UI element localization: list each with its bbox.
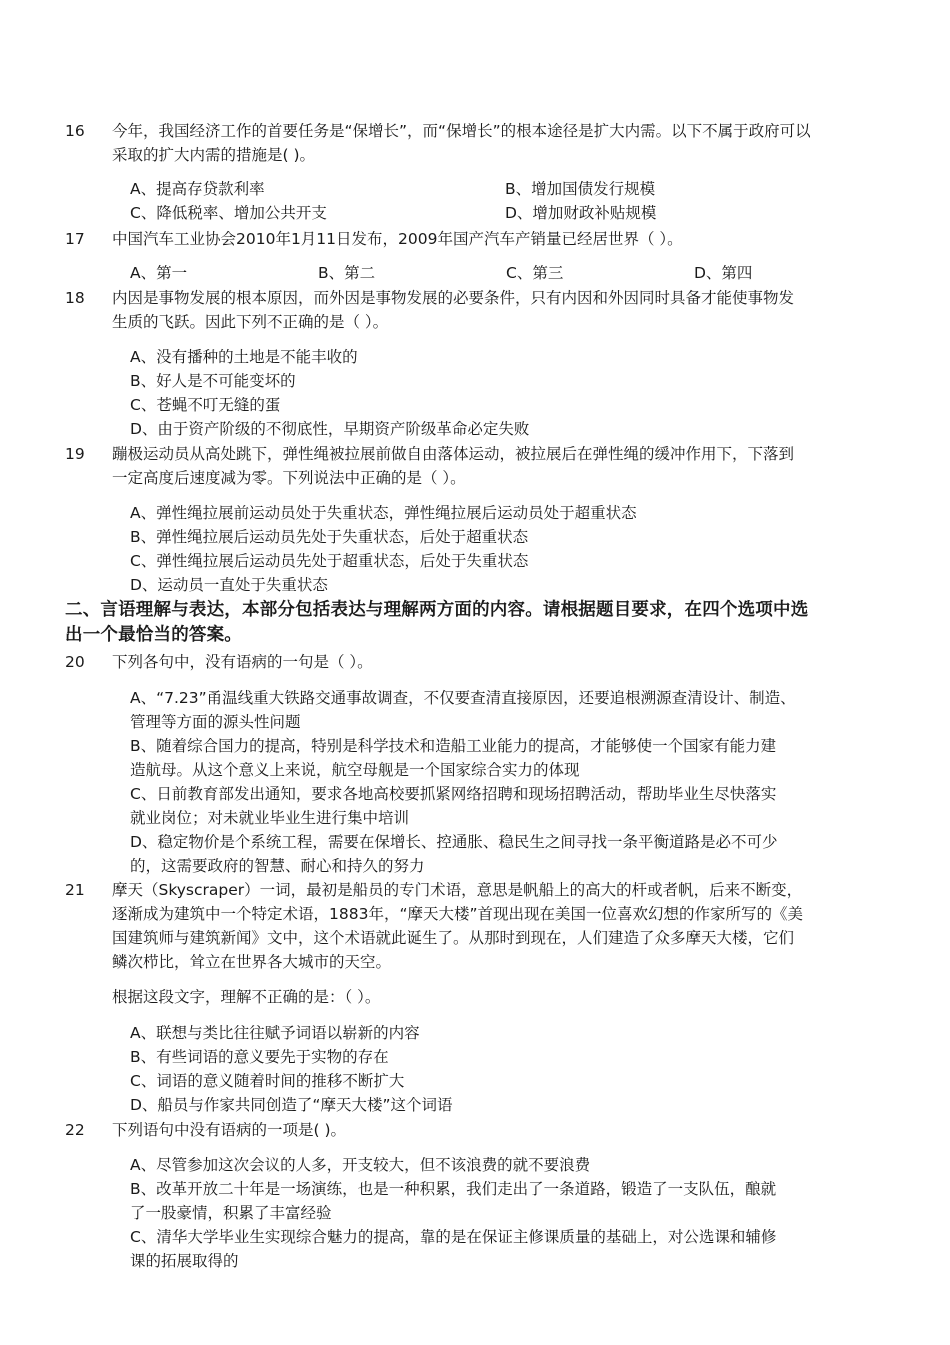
option-d: D、增加财政补贴规模 — [505, 204, 657, 222]
section-heading-line: 二、言语理解与表达，本部分包括表达与理解两方面的内容。请根据题目要求，在四个选项中选 — [65, 600, 809, 620]
option-c: C、弹性绳拉展后运动员先处于超重状态，后处于失重状态 — [130, 552, 529, 570]
option-b: B、第二 — [318, 264, 376, 282]
option-d-cont: 的，这需要政府的智慧、耐心和持久的努力 — [130, 857, 425, 875]
option-a: A、弹性绳拉展前运动员处于失重状态，弹性绳拉展后运动员处于超重状态 — [130, 504, 637, 522]
question-text: 一定高度后速度减为零。下列说法中正确的是（ ）。 — [112, 469, 466, 487]
option-b-cont: 造航母。从这个意义上来说，航空母舰是一个国家综合实力的体现 — [130, 761, 580, 779]
option-d: D、第四 — [694, 264, 753, 282]
option-b-cont: 了一股豪情，积累了丰富经验 — [130, 1204, 332, 1222]
question-text: 今年，我国经济工作的首要任务是“保增长”，而“保增长”的根本途径是扩大内需。以下不属于政府可以 — [112, 122, 811, 140]
option-b: B、有些词语的意义要先于实物的存在 — [130, 1048, 389, 1066]
question-number: 20 — [65, 653, 85, 671]
option-d: D、运动员一直处于失重状态 — [130, 576, 328, 594]
option-c: C、降低税率、增加公共开支 — [130, 204, 327, 222]
question-text: 下列语句中没有语病的一项是( )。 — [112, 1121, 347, 1139]
option-b: B、改革开放二十年是一场演练，也是一种积累，我们走出了一条道路，锻造了一支队伍，酿就 — [130, 1180, 777, 1198]
option-c: C、苍蝇不叮无缝的蛋 — [130, 396, 281, 414]
option-a: A、“7.23”甬温线重大铁路交通事故调查，不仅要查清直接原因，还要追根溯源查清设计、制造、 — [130, 689, 796, 707]
option-b: B、增加国债发行规模 — [505, 180, 656, 198]
option-b: B、随着综合国力的提高，特别是科学技术和造船工业能力的提高，才能够使一个国家有能力建 — [130, 737, 777, 755]
question-text: 内因是事物发展的根本原因，而外因是事物发展的必要条件，只有内因和外因同时具备才能使事物发 — [112, 289, 795, 307]
option-a: A、提高存贷款利率 — [130, 180, 265, 198]
question-text: 中国汽车工业协会2010年1月11日发布，2009年国产汽车产销量已经居世界（ ）。 — [112, 230, 683, 248]
question-number: 19 — [65, 445, 85, 463]
option-a: A、联想与类比往往赋予词语以崭新的内容 — [130, 1024, 420, 1042]
question-prompt: 根据这段文字，理解不正确的是：（ ）。 — [112, 988, 381, 1006]
question-text: 下列各句中，没有语病的一句是（ ）。 — [112, 653, 373, 671]
option-b: B、弹性绳拉展后运动员先处于失重状态，后处于超重状态 — [130, 528, 529, 546]
question-text: 生质的飞跃。因此下列不正确的是（ ）。 — [112, 313, 389, 331]
question-text: 蹦极运动员从高处跳下，弹性绳被拉展前做自由落体运动，被拉展后在弹性绳的缓冲作用下，下落到 — [112, 445, 795, 463]
option-d: D、船员与作家共同创造了“摩天大楼”这个词语 — [130, 1096, 453, 1114]
option-a: A、尽管参加这次会议的人多，开支较大，但不该浪费的就不要浪费 — [130, 1156, 591, 1174]
question-text: 采取的扩大内需的措施是( )。 — [112, 146, 316, 164]
option-a: A、第一 — [130, 264, 188, 282]
option-c: C、清华大学毕业生实现综合魅力的提高，靠的是在保证主修课质量的基础上，对公选课和辅修 — [130, 1228, 777, 1246]
option-c: C、日前教育部发出通知，要求各地高校要抓紧网络招聘和现场招聘活动，帮助毕业生尽快落实 — [130, 785, 777, 803]
option-a-cont: 管理等方面的源头性问题 — [130, 713, 301, 731]
question-number: 22 — [65, 1121, 85, 1139]
section-heading-line: 出一个最恰当的答案。 — [65, 625, 242, 645]
question-number: 16 — [65, 122, 85, 140]
option-a: A、没有播种的土地是不能丰收的 — [130, 348, 358, 366]
option-c-cont: 课的拓展取得的 — [130, 1252, 239, 1270]
option-d: D、由于资产阶级的不彻底性，早期资产阶级革命必定失败 — [130, 420, 530, 438]
option-c-cont: 就业岗位；对未就业毕业生进行集中培训 — [130, 809, 410, 827]
question-number: 17 — [65, 230, 85, 248]
option-b: B、好人是不可能变坏的 — [130, 372, 296, 390]
question-text: 逐渐成为建筑中一个特定术语，1883年，“摩天大楼”首现出现在美国一位喜欢幻想的作家所写的《美 — [112, 905, 804, 923]
option-c: C、第三 — [506, 264, 564, 282]
question-text: 摩天（Skyscraper）一词，最初是船员的专门术语，意思是帆船上的高大的杆或者帆，后来不断变， — [112, 881, 803, 899]
question-text: 鳞次栉比，耸立在世界各大城市的天空。 — [112, 953, 392, 971]
question-number: 21 — [65, 881, 85, 899]
question-text: 国建筑师与建筑新闻》文中，这个术语就此诞生了。从那时到现在，人们建造了众多摩天大楼，它们 — [112, 929, 795, 947]
option-d: D、稳定物价是个系统工程，需要在保增长、控通胀、稳民生之间寻找一条平衡道路是必不可少 — [130, 833, 778, 851]
question-number: 18 — [65, 289, 85, 307]
option-c: C、词语的意义随着时间的推移不断扩大 — [130, 1072, 405, 1090]
